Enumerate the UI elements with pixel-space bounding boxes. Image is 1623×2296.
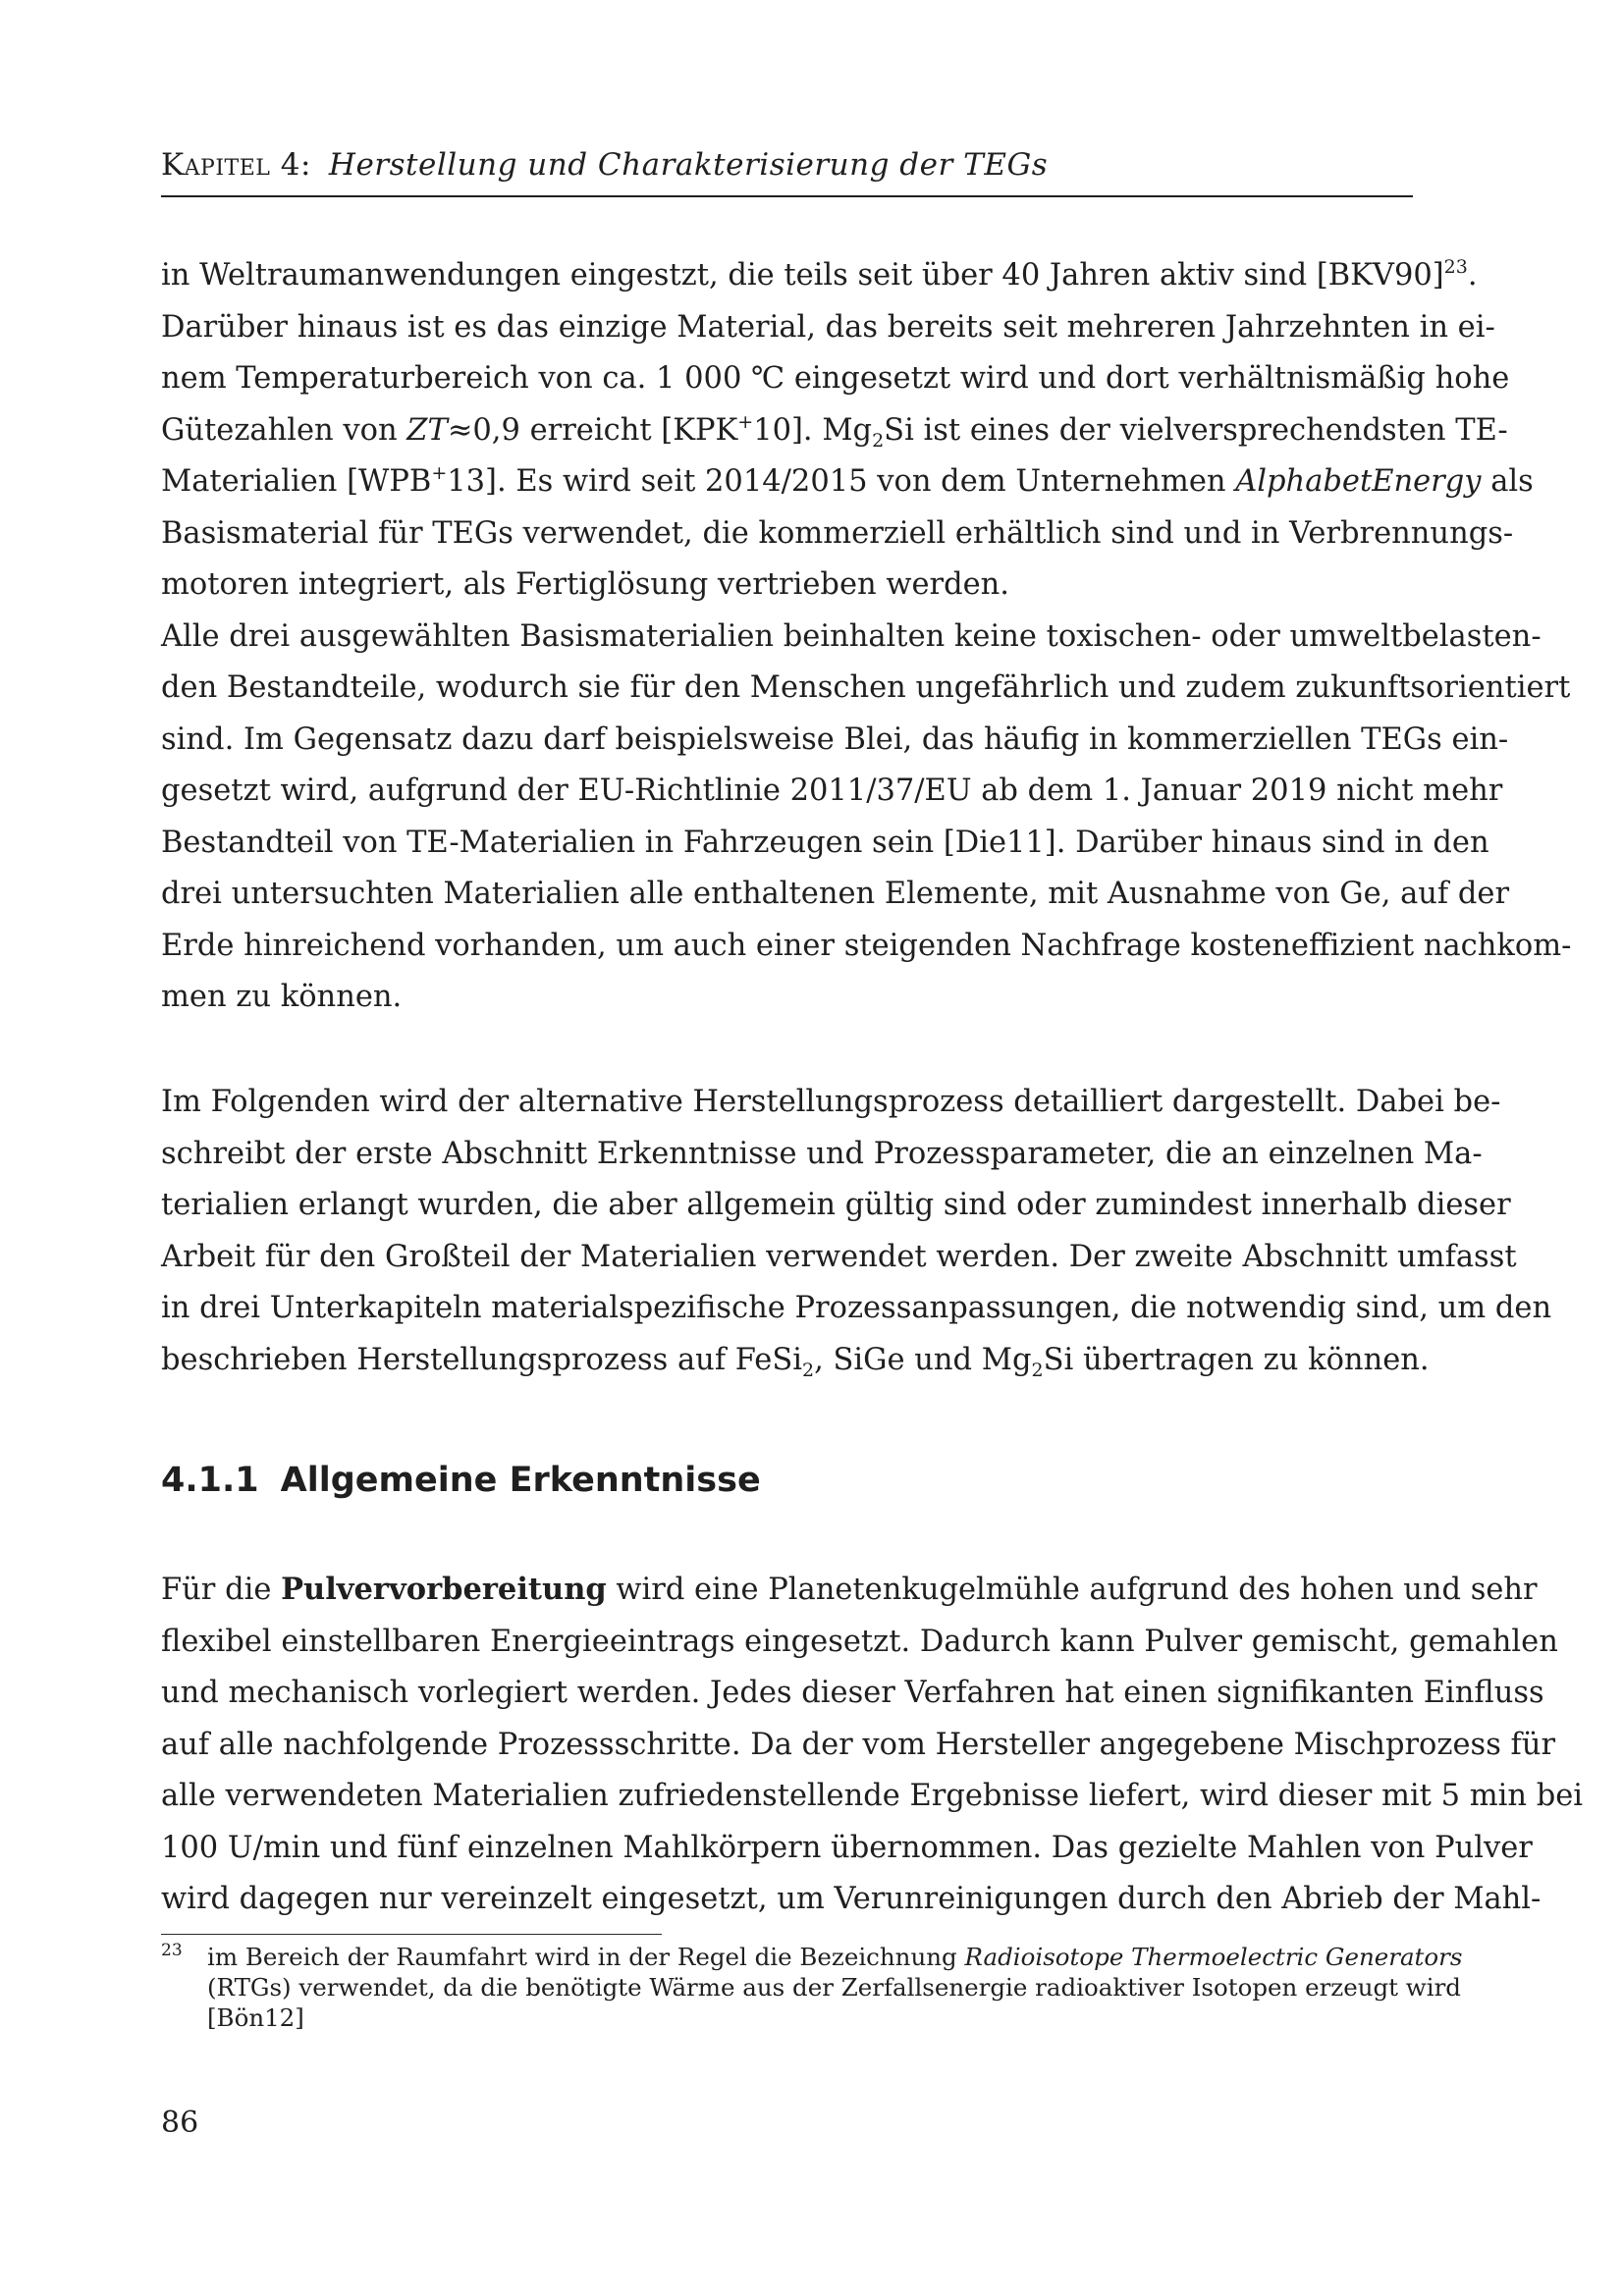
section-heading — [161, 1461, 761, 1500]
text-line: gesetzt wird, aufgrund der EU-Richtlinie 2011/37/EU ab dem 1. Januar 2019 nicht mehr — [161, 774, 1503, 808]
text-line: schreibt der erste Abschnitt Erkenntnisse und Prozessparameter, die an einzelnen Ma- — [161, 1136, 1483, 1171]
text-line: nem Temperaturbereich von ca. 1 000 ℃ eingesetzt wird und dort verhältnismäßig hohe — [161, 361, 1510, 396]
footnote-ref[interactable]: 23 — [1443, 256, 1468, 278]
text-line: Bestandteil von TE-Materialien in Fahrzeugen sein [Die11]. Darüber hinaus sind in den — [161, 825, 1489, 860]
bold-term: Pulvervorbereitung — [281, 1572, 607, 1607]
text-line: 100 U/min und fünf einzelnen Mahlkörpern übernommen. Das gezielte Mahlen von Pulver — [161, 1830, 1533, 1865]
text-line: Darüber hinaus ist es das einzige Material, das bereits seit mehreren Jahrzehnten in ei- — [161, 309, 1495, 345]
text-line: Alle drei ausgewählten Basismaterialien beinhalten keine toxischen- oder umweltbelasten- — [161, 618, 1542, 654]
footnote-line: (RTGs) verwendet, da die benötigte Wärme aus der Zerfallsenergie radioaktiver Isotopen erzeugt wird — [207, 1973, 1461, 2002]
section-number: 4.1.1 — [161, 1461, 259, 1500]
body-paragraph-1 — [161, 250, 1572, 1024]
text-line: in drei Unterkapiteln materialspezifische Prozessanpassungen, die notwendig sind, um den — [161, 1291, 1552, 1325]
section-title: Allgemeine Erkenntnisse — [280, 1461, 761, 1500]
text-line: alle verwendeten Materialien zufriedenstellende Ergebnisse liefert, wird dieser mit 5 min bei — [161, 1779, 1584, 1813]
text-line: Materialien [WPB+13]. Es wird seit 2014/2015 von dem Unternehmen AlphabetEnergy als — [161, 462, 1534, 499]
text-line: Basismaterial für TEGs verwendet, die kommerziell erhältlich sind und in Verbrennungs- — [161, 515, 1514, 551]
text-line: Im Folgenden wird der alternative Herstellungsprozess detailliert dargestellt. Dabei be- — [161, 1085, 1501, 1119]
text-line: sind. Im Gegensatz dazu darf beispielsweise Blei, das häufig in kommerziellen TEGs ein- — [161, 721, 1509, 757]
text-line: beschrieben Herstellungsprozess auf FeSi$_2$, SiGe und $Mg_2Si$ übertragen zu können. — [161, 1342, 1430, 1381]
chapter-title: Herstellung und Charakterisierung der TEGs — [328, 147, 1049, 183]
chapter-label: Kapitel 4: — [161, 147, 311, 183]
text-line: terialien erlangt wurden, die aber allgemein gültig sind oder zumindest innerhalb dieser — [161, 1188, 1511, 1222]
footnote-text — [207, 1942, 1463, 2033]
body-paragraph-2 — [161, 1077, 1552, 1386]
running-header — [161, 147, 1413, 183]
text-line: und mechanisch vorlegiert werden. Jedes dieser Verfahren hat einen signifikanten Einfluss — [161, 1676, 1544, 1710]
text-line: motoren integriert, als Fertiglösung vertrieben werden. — [161, 567, 1009, 602]
text-line: Gütezahlen von ZT≈0,9 erreicht [KPK+10]. $Mg_2Si$ ist eines der vielversprechendsten TE- — [161, 410, 1508, 452]
text-line: men zu können. — [161, 980, 403, 1014]
text-line: den Bestandteile, wodurch sie für den Menschen ungefährlich und zudem zukunftsorientiert — [161, 670, 1571, 705]
text-line: Für die Pulvervorbereitung wird eine Planetenkugelmühle aufgrund des hohen und sehr — [161, 1572, 1538, 1607]
header-rule — [161, 195, 1413, 197]
footnote-line: [Bön12] — [207, 2003, 304, 2032]
body-paragraph-3 — [161, 1564, 1584, 1926]
footnote-line: im Bereich der Raumfahrt wird in der Regel die Bezeichnung Radioisotope Thermoelectric Generators — [207, 1943, 1463, 1971]
footnote-mark: 23 — [161, 1941, 183, 1960]
text-line: in Weltraumanwendungen eingestzt, die teils seit über 40 Jahren aktiv sind $[BKV90]^{23}$. — [161, 256, 1478, 293]
page-number: 86 — [161, 2106, 199, 2140]
text-line: auf alle nachfolgende Prozessschritte. Da der vom Hersteller angegebene Mischprozess für — [161, 1727, 1556, 1762]
text-line: Erde hinreichend vorhanden, um auch einer steigenden Nachfrage kosteneffizient nachkom- — [161, 928, 1572, 963]
text-line: drei untersuchten Materialien alle enthaltenen Elemente, mit Ausnahme von Ge, auf der — [161, 877, 1510, 911]
text-line: Arbeit für den Großteil der Materialien verwendet werden. Der zweite Abschnitt umfasst — [161, 1239, 1517, 1274]
text-line: wird dagegen nur vereinzelt eingesetzt, um Verunreinigungen durch den Abrieb der Mahl- — [161, 1882, 1542, 1916]
text-line: flexibel einstellbaren Energieeintrags eingesetzt. Dadurch kann Pulver gemischt, gemahlen — [161, 1624, 1558, 1659]
footnote-rule — [161, 1934, 662, 1935]
